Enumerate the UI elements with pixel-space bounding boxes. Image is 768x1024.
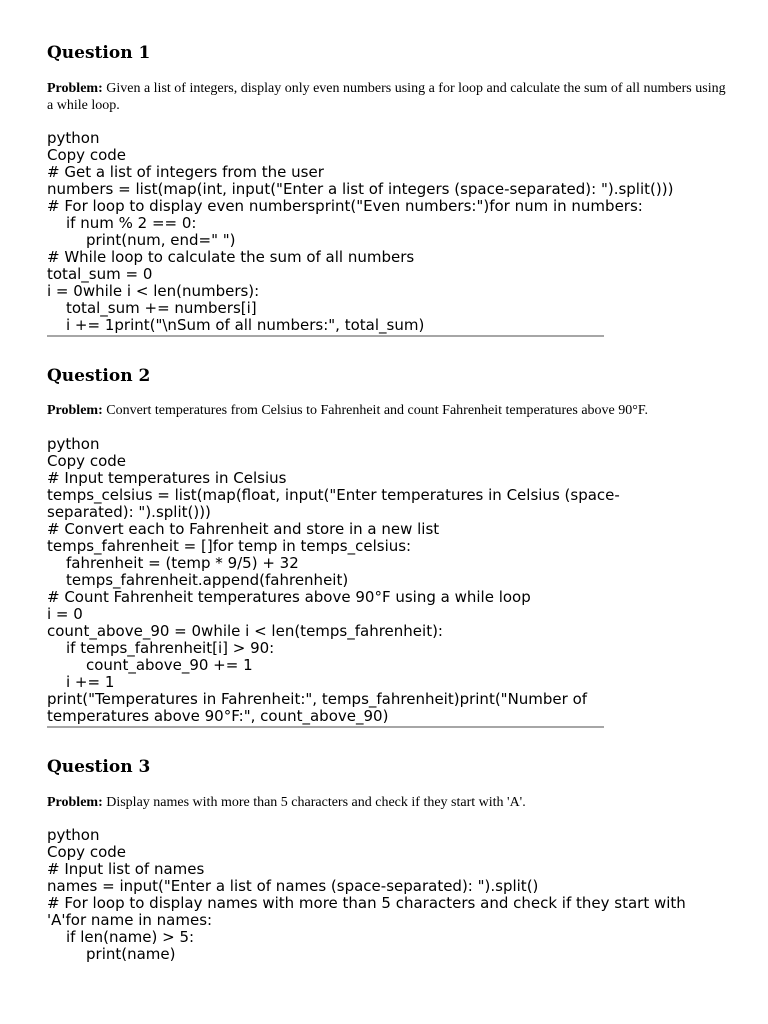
question-3-problem [47, 794, 727, 811]
code-line: # Count Fahrenheit temperatures above 90°F using a while loop [47, 588, 531, 606]
problem-label: Problem: [47, 81, 103, 96]
section-divider [47, 726, 604, 728]
question-1-title: Question 1 [47, 43, 151, 63]
code-line: # Get a list of integers from the user [47, 163, 324, 181]
code-line: temps_fahrenheit.append(fahrenheit) [66, 571, 349, 589]
code-line: print(num, end=" ") [86, 231, 236, 249]
code-line: print("Temperatures in Fahrenheit:", temps_fahrenheit)print("Number of [47, 690, 588, 708]
question-2-title: Question 2 [47, 366, 151, 386]
code-line: i += 1print("\nSum of all numbers:", total_sum) [66, 316, 425, 334]
question-2-problem [47, 402, 727, 419]
code-line: # Input temperatures in Celsius [47, 469, 287, 487]
code-line: Copy code [47, 146, 126, 164]
code-line: count_above_90 = 0while i < len(temps_fahrenheit): [47, 622, 443, 640]
code-line: # For loop to display even numbersprint("Even numbers:")for num in numbers: [47, 197, 643, 215]
problem-text: Given a list of integers, display only even numbers using a for loop and calculate the sum of all numbers using a while loop. [47, 81, 726, 113]
code-line: names = input("Enter a list of names (space-separated): ").split() [47, 877, 539, 895]
code-line: i += 1 [66, 673, 115, 691]
section-divider [47, 335, 604, 337]
problem-text: Display names with more than 5 characters and check if they start with 'A'. [102, 795, 526, 810]
code-line: temperatures above 90°F:", count_above_90) [47, 707, 389, 725]
code-line: if temps_fahrenheit[i] > 90: [66, 639, 275, 657]
problem-label: Problem: [47, 403, 103, 418]
code-line: python [47, 129, 100, 147]
code-line: if len(name) > 5: [66, 928, 195, 946]
code-line: python [47, 435, 100, 453]
code-line: total_sum += numbers[i] [66, 299, 257, 317]
question-2-code [47, 436, 727, 725]
code-line: temps_fahrenheit = []for temp in temps_celsius: [47, 537, 412, 555]
code-line: python [47, 826, 100, 844]
code-line: i = 0 [47, 605, 83, 623]
question-3-code [47, 827, 727, 963]
code-line: separated): ").split())) [47, 503, 211, 521]
code-line: fahrenheit = (temp * 9/5) + 32 [66, 554, 299, 572]
code-line: Copy code [47, 843, 126, 861]
code-line: temps_celsius = list(map(float, input("Enter temperatures in Celsius (space- [47, 486, 620, 504]
code-line: i = 0while i < len(numbers): [47, 282, 260, 300]
code-line: numbers = list(map(int, input("Enter a list of integers (space-separated): ").split())) [47, 180, 674, 198]
code-line: # For loop to display names with more than 5 characters and check if they start with [47, 894, 686, 912]
question-1-problem [47, 80, 727, 114]
code-line: # Convert each to Fahrenheit and store in a new list [47, 520, 440, 538]
code-line: # While loop to calculate the sum of all numbers [47, 248, 415, 266]
code-line: Copy code [47, 452, 126, 470]
code-line: 'A'for name in names: [47, 911, 213, 929]
code-line: total_sum = 0 [47, 265, 153, 283]
code-line: count_above_90 += 1 [86, 656, 253, 674]
code-line: # Input list of names [47, 860, 205, 878]
code-line: if num % 2 == 0: [66, 214, 197, 232]
problem-text: Convert temperatures from Celsius to Fahrenheit and count Fahrenheit temperatures above 90°F. [102, 403, 649, 418]
code-line: print(name) [86, 945, 176, 963]
problem-label: Problem: [47, 795, 103, 810]
question-3-title: Question 3 [47, 757, 151, 777]
question-1-code [47, 130, 727, 334]
